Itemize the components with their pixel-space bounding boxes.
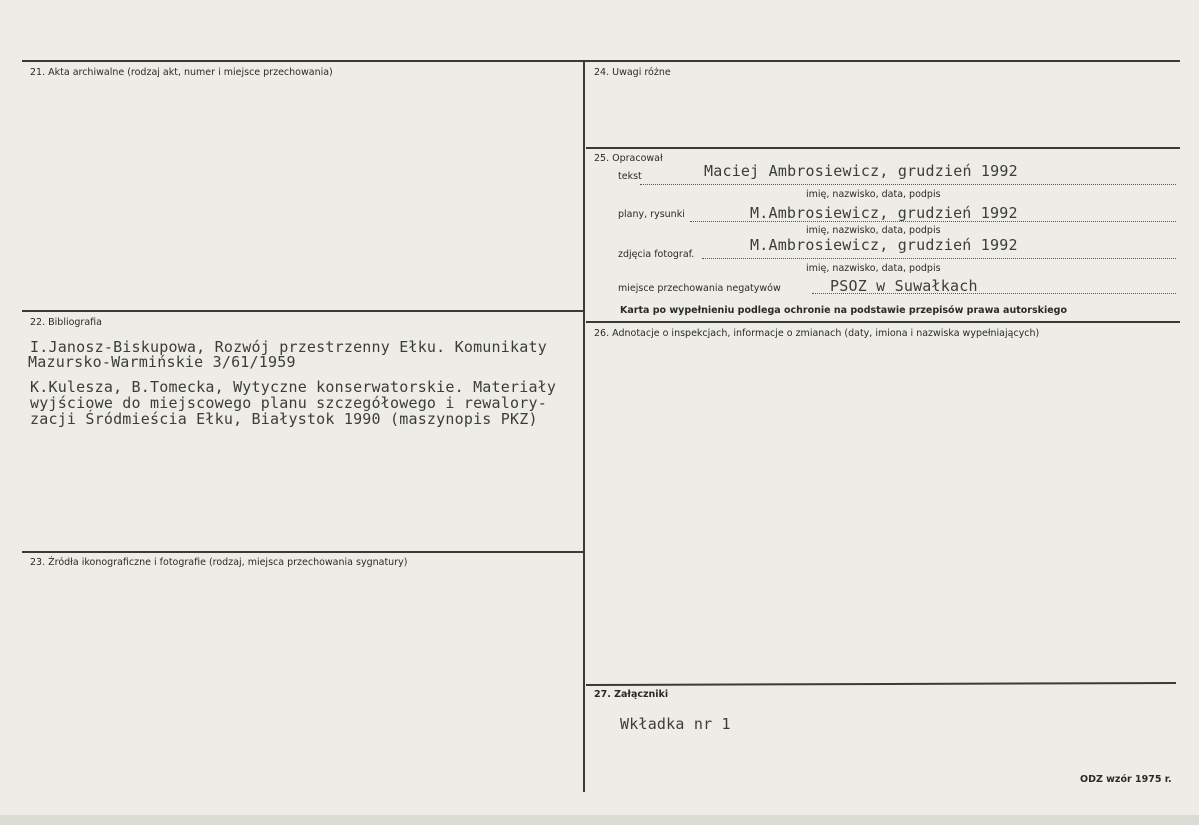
row-plans-label: plany, rysunki bbox=[618, 209, 685, 220]
row-text-dotted-line bbox=[640, 184, 1176, 185]
right-rule-26 bbox=[586, 321, 1180, 323]
row-negatives-value: PSOZ w Suwałkach bbox=[830, 277, 978, 295]
right-rule-27 bbox=[586, 682, 1176, 686]
row-negatives-dotted-line bbox=[812, 293, 1176, 294]
row-text-label: tekst bbox=[618, 171, 642, 182]
attachments-value: Wkładka nr 1 bbox=[620, 715, 731, 733]
row-photos-dotted-line bbox=[702, 258, 1176, 259]
bibliography-entry-1-line-2: Mazursko-Warmińskie 3/61/1959 bbox=[28, 353, 296, 371]
bibliography-entry-2-line-1: K.Kulesza, B.Tomecka, Wytyczne konserwatorskie. Materiały bbox=[30, 378, 557, 396]
row-photos-value: M.Ambrosiewicz, grudzień 1992 bbox=[750, 236, 1018, 254]
center-divider bbox=[583, 60, 585, 792]
row-plans-value: M.Ambrosiewicz, grudzień 1992 bbox=[750, 204, 1018, 222]
bibliography-entry-2-line-2: wyjściowe do miejscowego planu szczegółowego i rewalory- bbox=[30, 394, 547, 412]
section-21-label: 21. Akta archiwalne (rodzaj akt, numer i miejsce przechowania) bbox=[30, 67, 333, 78]
section-22-label: 22. Bibliografia bbox=[30, 317, 102, 328]
form-mark: ODZ wzór 1975 r. bbox=[1080, 774, 1172, 785]
left-rule-22 bbox=[22, 310, 584, 312]
copyright-notice: Karta po wypełnieniu podlega ochronie na podstawie przepisów prawa autorskiego bbox=[620, 305, 1067, 316]
row-negatives-label: miejsce przechowania negatywów bbox=[618, 283, 781, 294]
bibliography-entry-1-line-1: I.Janosz-Biskupowa, Rozwój przestrzenny Ełku. Komunikaty bbox=[30, 338, 547, 356]
top-rule bbox=[22, 60, 1180, 62]
row-text-value: Maciej Ambrosiewicz, grudzień 1992 bbox=[704, 162, 1018, 180]
section-24-label: 24. Uwagi różne bbox=[594, 67, 671, 78]
row-plans-caption: imię, nazwisko, data, podpis bbox=[806, 225, 941, 236]
bibliography-entry-2-line-3: zacji Śródmieścia Ełku, Białystok 1990 (maszynopis PKZ) bbox=[30, 410, 538, 428]
section-25-label: 25. Opracował bbox=[594, 153, 663, 164]
row-photos-label: zdjęcia fotograf. bbox=[618, 249, 695, 260]
section-26-label: 26. Adnotacje o inspekcjach, informacje o zmianach (daty, imiona i nazwiska wypełniających) bbox=[594, 328, 1040, 339]
row-plans-dotted-line bbox=[690, 221, 1176, 222]
section-23-label: 23. Źródła ikonograficzne i fotografie (rodzaj, miejsca przechowania sygnatury) bbox=[30, 557, 408, 568]
card-bottom-edge bbox=[0, 815, 1199, 825]
row-photos-caption: imię, nazwisko, data, podpis bbox=[806, 263, 941, 274]
section-27-label: 27. Załączniki bbox=[594, 689, 669, 700]
row-text-caption: imię, nazwisko, data, podpis bbox=[806, 189, 941, 200]
right-rule-25 bbox=[586, 147, 1180, 149]
left-rule-23 bbox=[22, 551, 584, 553]
